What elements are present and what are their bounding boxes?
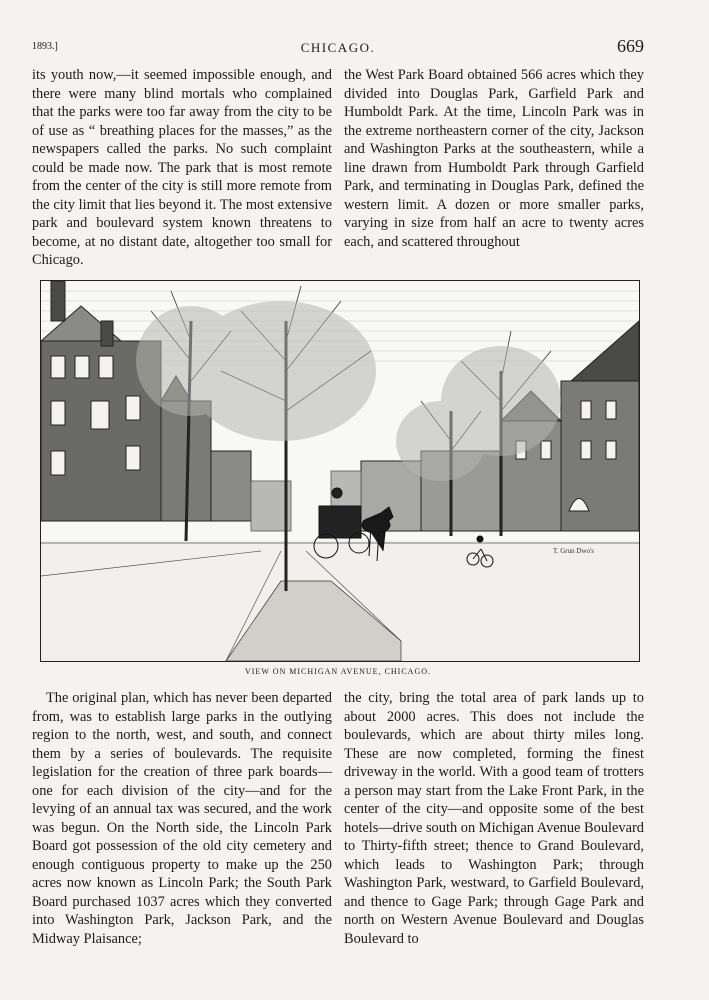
column-top-right xyxy=(344,66,644,251)
paragraph-continued: the West Park Board obtained 566 acres which they divided into Douglas Park, Garfield Park and Humboldt Park. At the time, Lincoln Park was in the extreme northeastern corner of the city, Jackson and Washington Parks at the southeastern, while a line drawn from Humboldt Park through Garfield Park, and terminating in Douglas Park, defined the western limit. A dozen or more smaller parks, varying in size from half an acre to twenty acres each, and scattered throughout xyxy=(344,67,644,250)
illustration-caption: VIEW ON MICHIGAN AVENUE, CHICAGO. xyxy=(244,667,432,676)
engraving-michigan-avenue xyxy=(40,280,640,662)
street-scene-drawing xyxy=(41,281,639,661)
artist-signature: T. Grun Dwo's xyxy=(553,547,594,555)
paragraph-continued: the city, bring the total area of park lands up to about 2000 acres. This does not include the boulevards, which are about thirty miles long. These are now completed, forming the finest driveway in the world. With a good team of trotters a person may start from the Lake Front Park, in the center of the city—and opposite some of the best hotels—drive south on Michigan Avenue Boulevard to Thirty-fifth street; thence to Grand Boulevard, which leads to Washington Park; through Washington Park, westward, to Garfield Boulevard, and thence to Gage Park; through Gage Park and north on Western Avenue Boulevard and Douglas Boulevard to xyxy=(344,690,644,947)
page-number: 669 xyxy=(617,36,644,56)
paragraph: The original plan, which has never been departed from, was to establish large parks in the outlying region to the north, west, and south, and connect them by a series of boulevards. The requisite legislation for the creation of three park boards—one for each division of the city—and for the levying of an annual tax was secured, and the work was begun. On the North side, the Lincoln Park Board got possession of the old city cemetery and enough contiguous property to make up the 250 acres now known as Lincoln Park; the South Park Board purchased 1037 acres which they converted into Washington Park, Jackson Park, and the Midway Plaisance; xyxy=(32,690,332,947)
paragraph-continued: its youth now,—it seemed impossible enough, and there were many blind mortals who complained that the parks were too far away from the city to be of use as “ breathing places for the masses,” as the newspapers called the parks. No such complaint could be made now. The park that is most remote from the center of the city is still more remote from the city limit that lies beyond it. The most extensive park and boulevard system known threatens to become, at no distant date, altogether too small for Chicago. xyxy=(32,67,332,268)
column-bottom-right xyxy=(344,689,644,948)
column-top-left xyxy=(32,66,332,270)
running-head xyxy=(32,38,644,58)
running-head-year: 1893.] xyxy=(32,41,58,52)
running-head-title: CHICAGO. xyxy=(300,40,376,55)
column-bottom-left xyxy=(32,689,332,948)
